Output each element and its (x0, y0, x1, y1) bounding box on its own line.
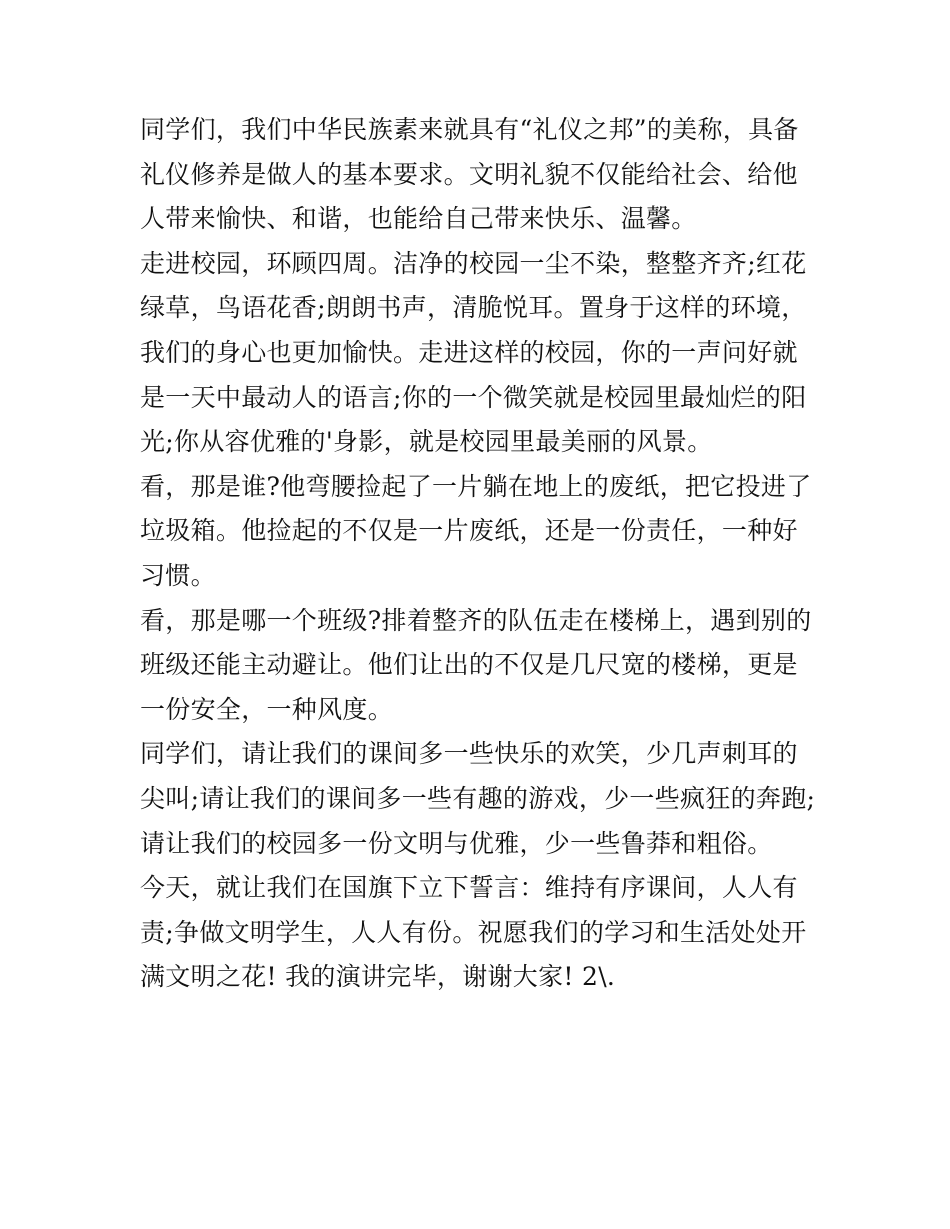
paragraph-1: 同学们，我们中华民族素来就具有“礼仪之邦”的美称，具备礼仪修养是做人的基本要求。文明礼貌不仅能给社会、给他人带来愉快、和谐，也能给自己带来快乐、温馨。 (140, 115, 799, 234)
document-body (140, 108, 820, 1000)
paragraph-5: 同学们，请让我们的课间多一些快乐的欢笑，少几声刺耳的尖叫;请让我们的课间多一些有趣的游戏，少一些疯狂的奔跑;请让我们的校园多一份文明与优雅，少一些鲁莽和粗俗。 (140, 739, 816, 858)
paragraph-4: 看，那是哪一个班级?排着整齐的队伍走在楼梯上，遇到别的班级还能主动避让。他们让出的不仅是几尺宽的楼梯，更是一份安全，一种风度。 (140, 605, 812, 724)
paragraph-6: 今天，就让我们在国旗下立下誓言：维持有序课间，人人有责;争做文明学生，人人有份。祝愿我们的学习和生活处处开满文明之花! 我的演讲完毕，谢谢大家! 2\. (140, 873, 807, 992)
paragraph-3: 看，那是谁?他弯腰捡起了一片躺在地上的废纸，把它投进了垃圾箱。他捡起的不仅是一片废纸，还是一份责任，一种好习惯。 (140, 471, 812, 590)
paragraph-2: 走进校园，环顾四周。洁净的校园一尘不染，整整齐齐;红花绿草，鸟语花香;朗朗书声，清脆悦耳。置身于这样的环境，我们的身心也更加愉快。走进这样的校园，你的一声问好就是一天中最动人的语言;你的一个微笑就是校园里最灿烂的阳光;你从容优雅的'身影，就是校园里最美丽的风景。 (140, 248, 807, 457)
